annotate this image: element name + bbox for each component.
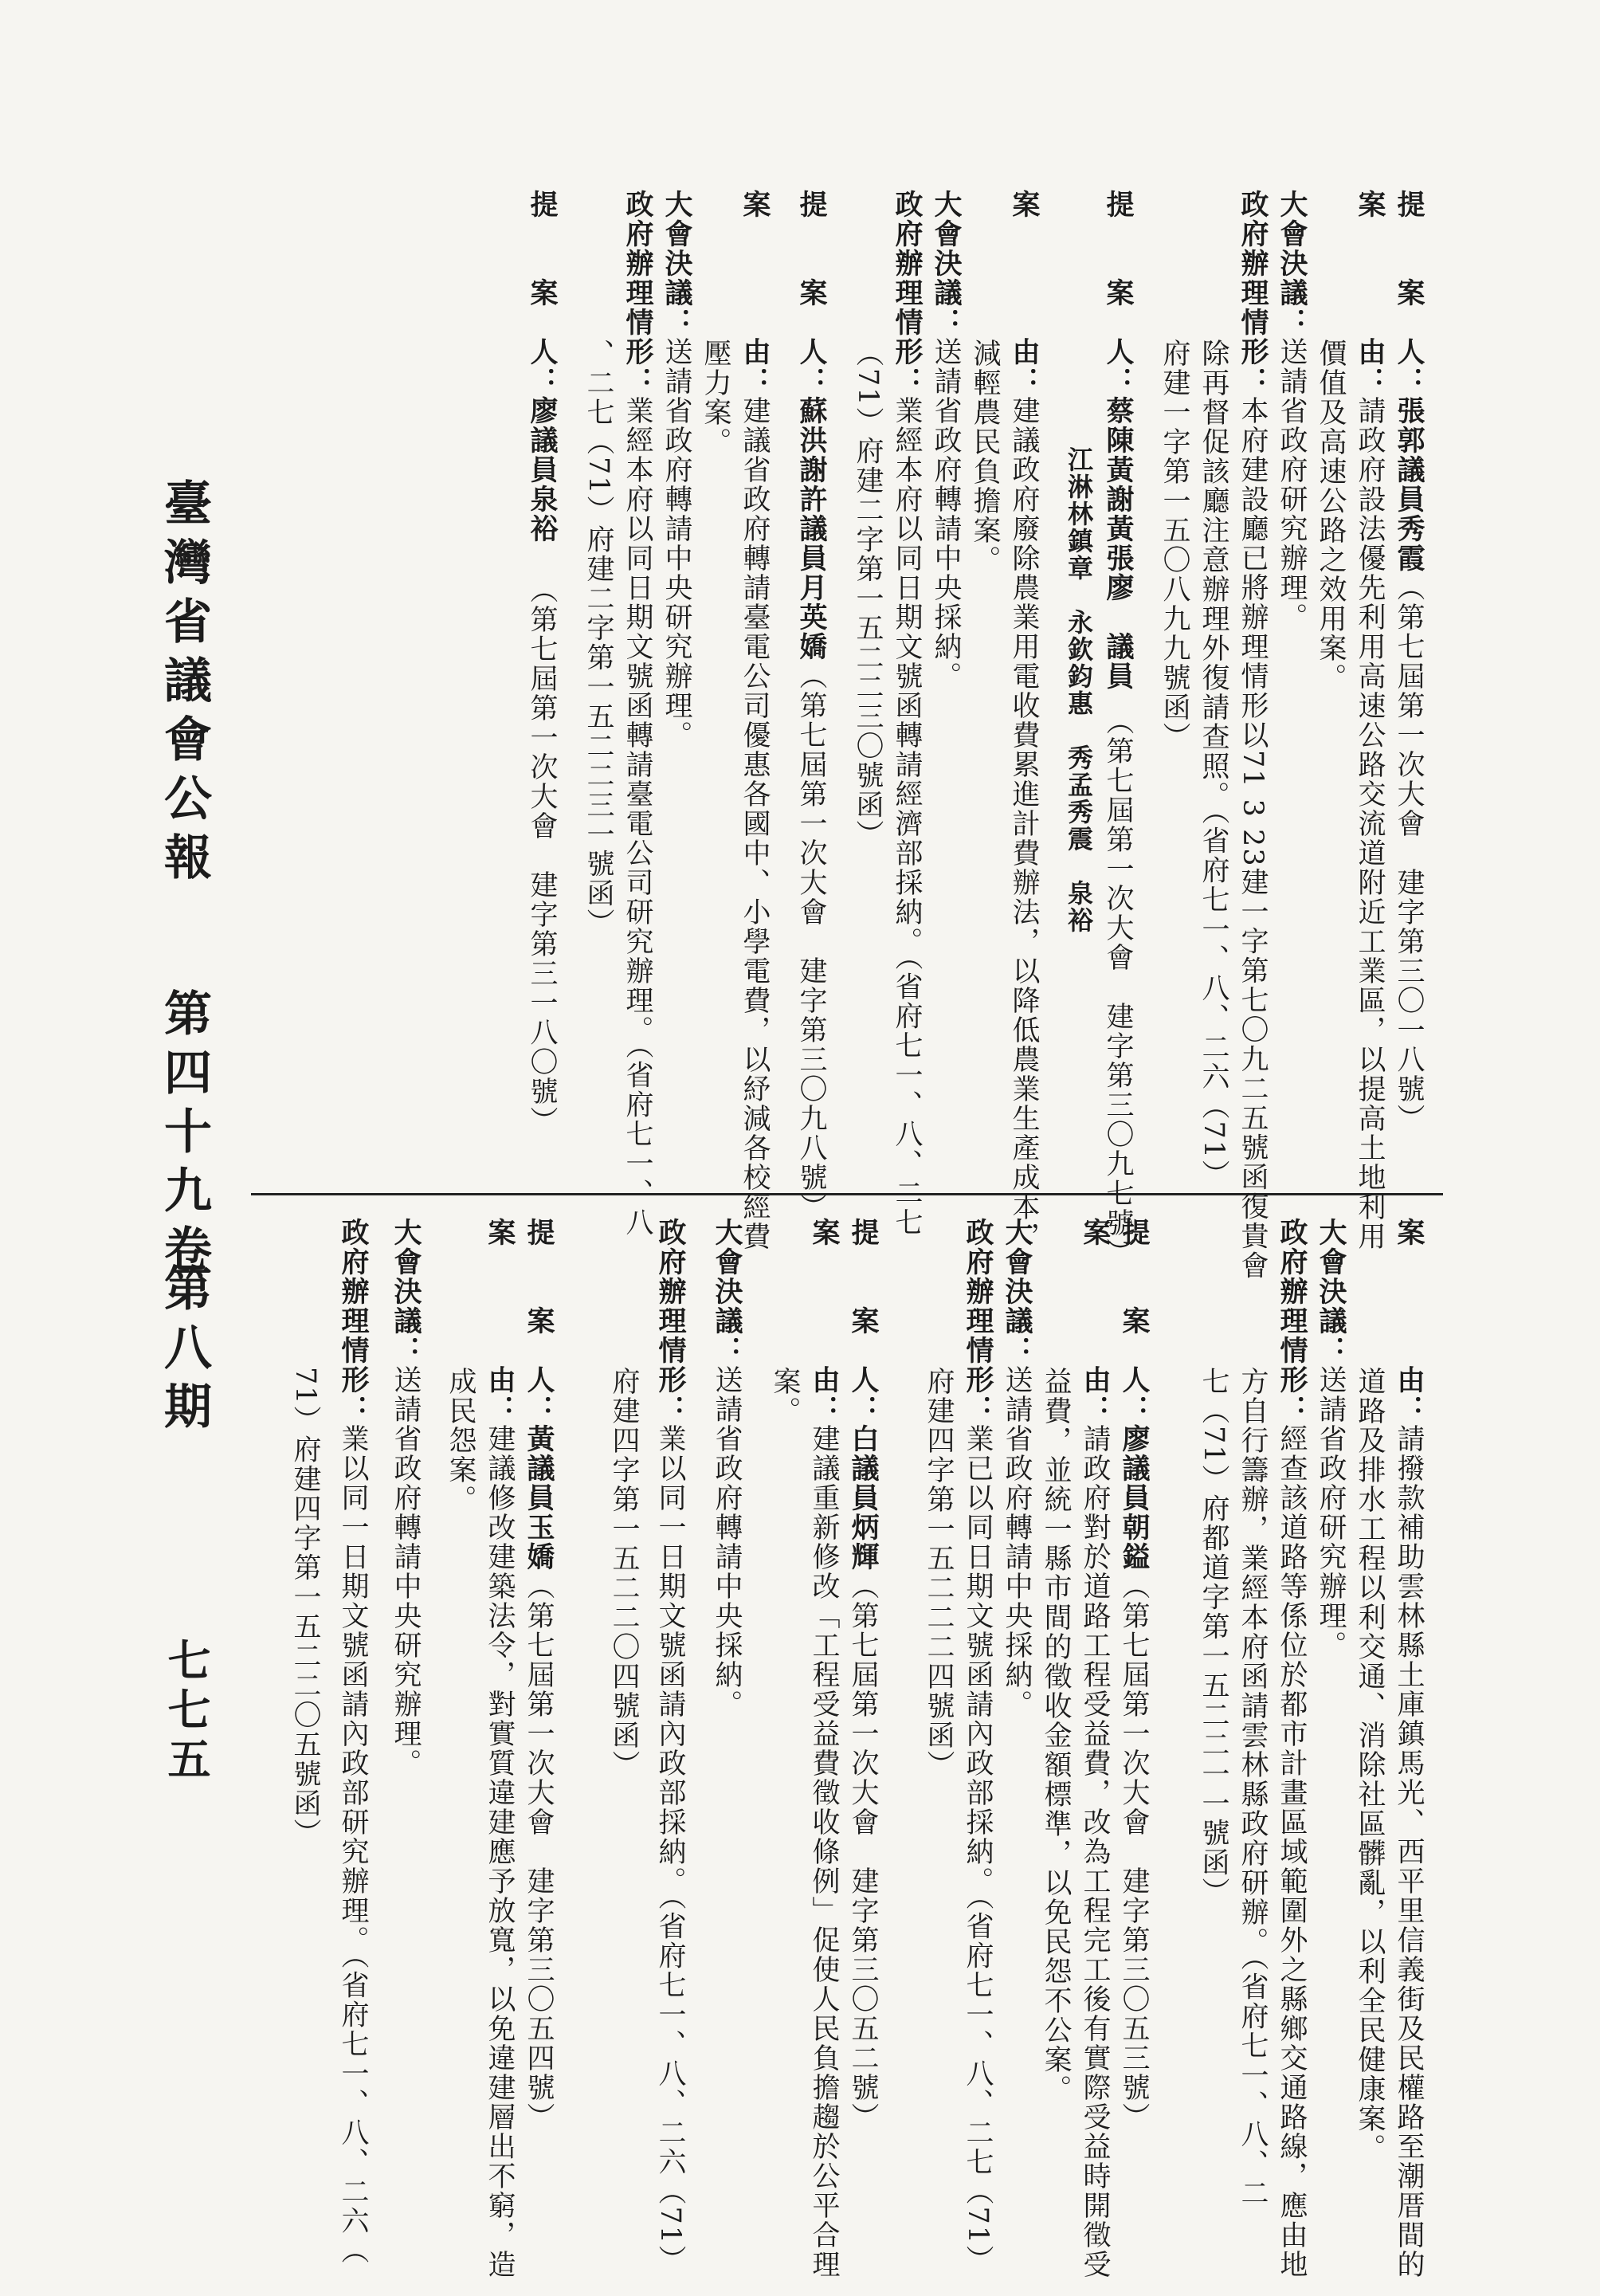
reason-label: 案 由： (484, 1218, 516, 1424)
volume-label: 第四十九卷 (156, 988, 212, 1283)
resolution-label: 大會決議： (711, 1218, 743, 1365)
govt-handling-text: 業以同一日期文號函請內政部採納。（省府七一、八、二六（71） (654, 1424, 686, 2275)
resolution-label: 大會決議： (390, 1218, 422, 1365)
proposer-label: 提 案 人： (526, 190, 559, 396)
reason-label: 案 由： (1393, 1218, 1425, 1424)
proposer-given-names: 江淋林鎮章 永欽鈞惠 秀孟秀震 泉裕 (1064, 446, 1094, 934)
proposer-name: 廖議員泉裕 (526, 396, 559, 544)
govt-handling-label: 政府辦理情形： (1276, 1218, 1308, 1424)
govt-handling-text-cont: 、二七（71）府建二字第一五二二三一號函） (582, 339, 614, 938)
record-column (652, 1218, 688, 2274)
record-column (1195, 339, 1232, 1189)
proposer-label: 提 案 人： (1118, 1218, 1151, 1424)
record-column (767, 1367, 803, 1426)
proposer-label: 提 案 人： (523, 1218, 555, 1424)
reason-text-cont: 成民怨案。 (445, 1367, 476, 1514)
govt-handling-label: 政府辦理情形： (622, 190, 654, 396)
record-column (845, 1218, 881, 2132)
reason-text: 建議重新修改「工程受益費徵收條例」促使人民負擔趨於公平合理 (808, 1424, 840, 2279)
record-column (967, 339, 1003, 575)
govt-handling-label: 政府辦理情形： (654, 1218, 687, 1424)
reason-text: 建議政府廢除農業用電收費累進計費辦法，以降低農業生產成本， (1008, 396, 1040, 1251)
record-column (1351, 190, 1388, 1251)
resolution-text: 送請省政府研究辦理。 (1315, 1365, 1347, 1660)
govt-handling-text-cont: 除再督促該廳注意辦理外復請查照。（省府七一、八、二六（71） (1198, 339, 1229, 1190)
govt-handling-text-cont: 府建一字第一五〇八九九號函） (1159, 339, 1190, 752)
resolution-text: 送請省政府轉請中央採納。 (930, 337, 962, 691)
record-column (606, 1367, 642, 1780)
record-column (927, 190, 964, 691)
record-column (520, 1218, 557, 2132)
govt-handling-text: 業經本府以同日期文號函轉請經濟部採納。（省府七一、八、二七 (891, 396, 923, 1238)
session-note: （第七屆第一次大會 建字第三〇五四號） (523, 1572, 555, 2132)
session-note: （第七屆第一次大會 建字第三〇五二號） (847, 1572, 879, 2132)
reason-text: 請撥款補助雲林縣土庫鎮馬光、西平里信義街及民權路至潮厝間的 (1393, 1424, 1425, 2279)
record-column (1273, 1218, 1310, 2279)
proposer-name: 蔡陳黃謝黃張廖 議員 (1102, 396, 1135, 691)
govt-handling-text: 本府建設廳已將辦理情形以71 3 23建一字第七〇九二五號函復貴會 (1237, 396, 1269, 1281)
govt-handling-label: 政府辦理情形： (1237, 190, 1269, 396)
govt-handling-text: 業以同一日期文號函請內政部研究辦理。（省府七一、八、二六（ (337, 1424, 369, 2266)
session-note: （第七屆第一次大會 建字第三〇九七號） (1102, 707, 1134, 1267)
reason-label: 案 由： (808, 1218, 841, 1424)
record-column (580, 339, 617, 938)
resolution-label: 大會決議： (1315, 1218, 1347, 1365)
issue-label: 第八期 (156, 1263, 212, 1440)
record-column (481, 1218, 518, 2279)
record-column (1390, 190, 1427, 1133)
record-column (920, 1367, 957, 1780)
proposer-name: 蘇洪謝許議員月英嬌 (795, 396, 828, 661)
resolution-label: 大會決議： (1276, 190, 1308, 337)
record-column (1116, 1218, 1152, 2132)
govt-handling-text-cont: 七（71）府都道字第一五二二一一號函） (1198, 1367, 1229, 1907)
reason-text: 請政府設法優先利用高速公路交流道附近工業區，以提高土地利用 (1354, 396, 1386, 1251)
record-column (1076, 1218, 1113, 2279)
proposer-label: 提 案 人： (1102, 190, 1135, 396)
record-column (1006, 190, 1042, 1251)
reason-text: 建議省政府轉請臺電公司優惠各國中、小學電費，以紓減各校經費 (739, 396, 771, 1251)
resolution-text: 送請省政府轉請中央採納。 (711, 1365, 743, 1719)
reason-label: 案 由： (1008, 190, 1041, 396)
record-column (806, 1218, 842, 2279)
govt-handling-label: 政府辦理情形： (891, 190, 924, 396)
reason-label: 案 由： (1079, 1218, 1112, 1424)
record-column (1234, 190, 1271, 1281)
record-column (658, 190, 695, 750)
govt-handling-text: 業經本府以同日期文號函轉請臺電公司研究辦理。（省府七一、八 (622, 396, 653, 1238)
reason-text-cont: 道路及排水工程以利交通、消除社區髒亂，以利全民健康案。 (1354, 1367, 1386, 2163)
reason-text-cont: 益費，並統一縣市間的徵收金額標準，以免民怨不公案。 (1040, 1367, 1072, 2104)
gazette-title: 臺灣省議會公報 (156, 478, 212, 891)
record-column (1390, 1218, 1427, 2279)
reason-text: 建議修改建築法令，對實質違建應予放寬，以免違建層出不窮，造 (484, 1424, 516, 2279)
resolution-label: 大會決議： (930, 190, 963, 337)
record-column (888, 190, 925, 1238)
page-number: 七七五 (161, 1638, 212, 1786)
record-column (849, 339, 886, 850)
resolution-label: 大會決議： (661, 190, 693, 337)
resolution-label: 大會決議： (1001, 1218, 1033, 1365)
record-column (736, 190, 773, 1251)
record-column (1273, 190, 1310, 632)
session-note: （第七屆第一次大會 建字第三一八〇號） (526, 575, 558, 1136)
record-column (1037, 1367, 1074, 2104)
record-column (524, 190, 560, 1136)
reason-text: 請政府對於道路工程受益費，改為工程完工後有實際受益時開徵受 (1079, 1424, 1111, 2279)
record-column (697, 339, 734, 457)
proposer-label: 提 案 人： (1393, 190, 1425, 396)
record-column (1312, 1218, 1349, 1660)
govt-handling-text-cont: 府建四字第一五二二〇四號函） (608, 1367, 640, 1780)
record-column (335, 1218, 371, 2266)
proposer-name: 廖議員朝鎰 (1118, 1424, 1151, 1572)
session-note: （第七屆第一次大會 建字第三〇一八號） (1393, 573, 1425, 1133)
govt-handling-label: 政府辦理情形： (337, 1218, 370, 1424)
record-column (959, 1218, 996, 2274)
record-column (442, 1367, 479, 1514)
govt-handling-text-cont: 方自行籌辦，業經本府函請雲林縣政府研辦。（省府七一、八、二 (1237, 1367, 1269, 2208)
govt-handling-text-cont: （71）府建二字第一五二二三〇號函） (852, 339, 884, 850)
reason-label: 案 由： (1354, 190, 1386, 396)
record-column (1234, 1367, 1271, 2208)
reason-text-cont: 減輕農民負擔案。 (969, 339, 1001, 575)
reason-text-cont: 案。 (769, 1367, 801, 1426)
reason-label: 案 由： (739, 190, 771, 396)
proposer-label: 提 案 人： (795, 190, 828, 396)
record-column (387, 1218, 424, 1778)
record-column (793, 190, 829, 1222)
proposer-label: 提 案 人： (847, 1218, 880, 1424)
resolution-text: 送請省政府轉請中央研究辦理。 (661, 337, 692, 750)
session-note: （第七屆第一次大會 建字第三〇九八號） (795, 661, 827, 1222)
record-column (1312, 339, 1349, 693)
proposer-name: 白議員炳輝 (847, 1424, 880, 1572)
record-column (287, 1367, 324, 1848)
record-column (1100, 190, 1136, 1267)
govt-handling-text-cont: 府建四字第一五二二二四號函） (923, 1367, 955, 1780)
reason-text-cont: 壓力案。 (700, 339, 731, 457)
record-column (619, 190, 656, 1238)
proposer-name: 黃議員玉嬌 (523, 1424, 555, 1572)
resolution-text: 送請省政府轉請中央採納。 (1001, 1365, 1033, 1719)
govt-handling-label: 政府辦理情形： (962, 1218, 994, 1424)
resolution-text: 送請省政府研究辦理。 (1276, 337, 1308, 632)
record-column (1351, 1367, 1388, 2163)
record-column (708, 1218, 745, 1719)
resolution-text: 送請省政府轉請中央研究辦理。 (390, 1365, 422, 1778)
reason-text-cont: 價值及高速公路之效用案。 (1315, 339, 1347, 693)
session-note: （第七屆第一次大會 建字第三〇五三號） (1118, 1572, 1150, 2132)
proposer-name: 張郭議員秀霞 (1393, 396, 1425, 573)
govt-handling-text: 業已以同日期文號函請內政部採納。（省府七一、八、二七（71） (962, 1424, 994, 2275)
govt-handling-text: 經查該道路等係位於都市計畫區域範圍外之縣鄉交通路線，應由地 (1276, 1424, 1308, 2279)
proposer-names-row (1061, 446, 1097, 934)
record-column (1195, 1367, 1232, 1907)
govt-handling-text-cont: 71）府建四字第一五二二〇五號函） (289, 1367, 321, 1848)
record-column (998, 1218, 1035, 1719)
record-column (1156, 339, 1193, 752)
